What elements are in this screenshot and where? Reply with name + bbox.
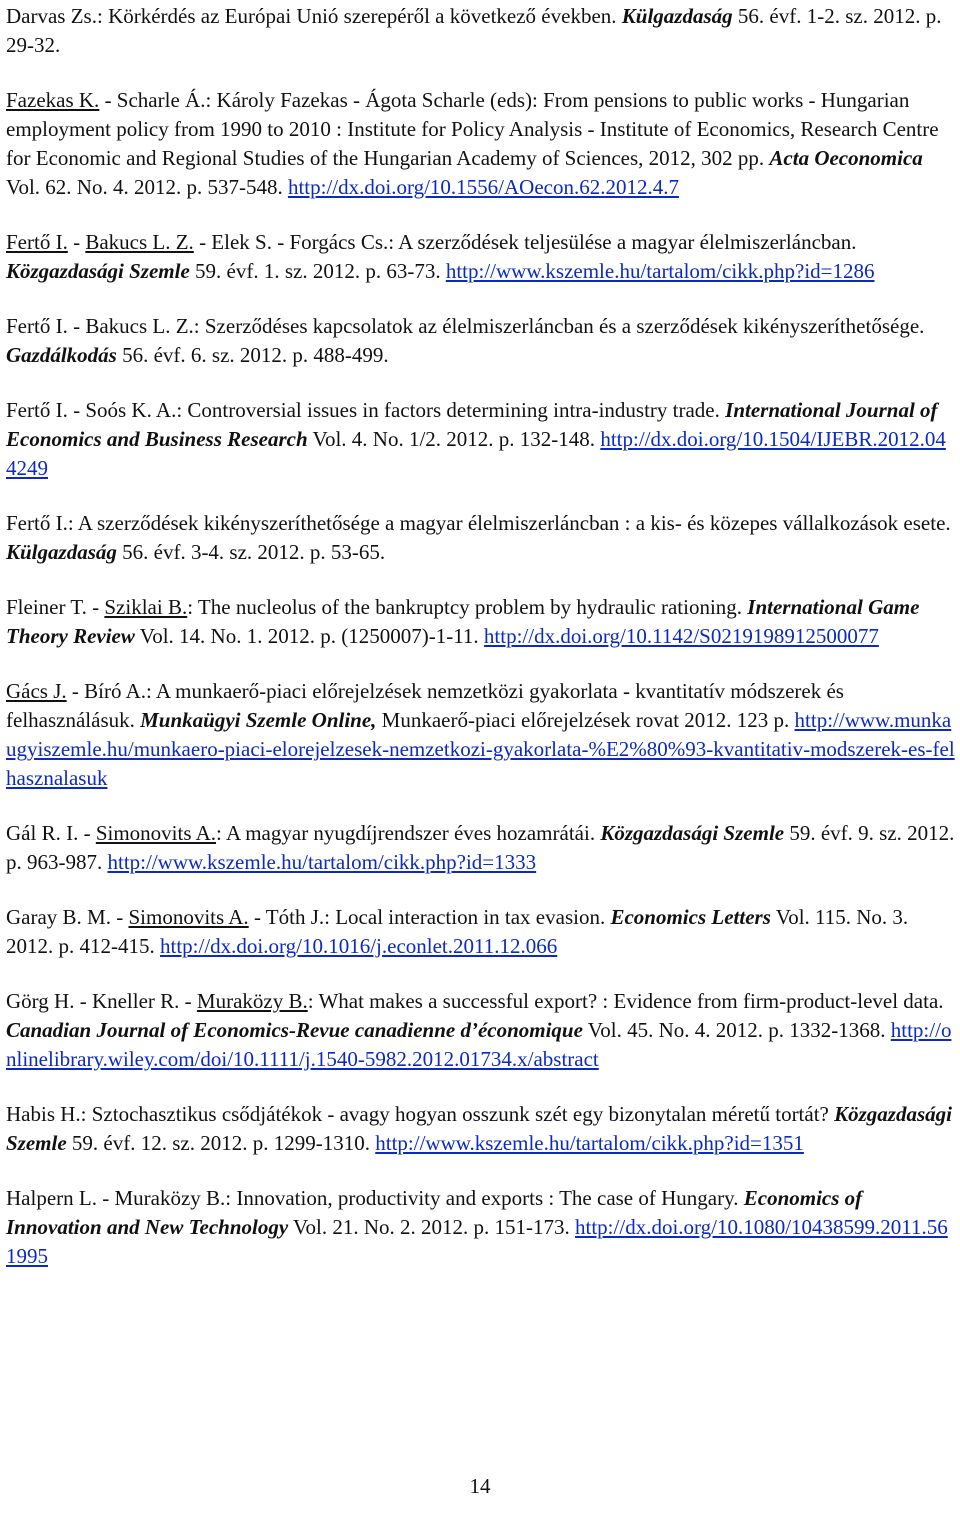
ref-journal: Külgazdaság bbox=[621, 4, 733, 28]
author-link[interactable]: Simonovits A. bbox=[128, 905, 249, 929]
ref-journal: Közgazdasági Szemle bbox=[600, 821, 785, 845]
ref-authors: Fertő I. - Soós K. A. bbox=[6, 398, 177, 422]
reference-entry: Fertő I.: A szerződések kikényszeríthetősége a magyar élelmiszerláncban : a kis- és közepes vállalkozások esete. Külgazdaság 56. évf. 3-4. sz. 2012. p. 53-65. bbox=[6, 511, 951, 564]
ref-authors: Habis H. bbox=[6, 1102, 81, 1126]
reference-entry: Garay B. M. - Simonovits A. - Tóth J.: Local interaction in tax evasion. Economics Letters Vol. 115. No. 3. 2012. p. 412-415. http://dx.doi.org/10.1016/j.econlet.2011.12.066 bbox=[6, 905, 909, 958]
ref-journal: Közgazdasági Szemle bbox=[6, 1102, 952, 1155]
author-link[interactable]: Fertő I. bbox=[6, 230, 68, 254]
doi-link[interactable]: http://dx.doi.org/10.1142/S0219198912500077 bbox=[483, 624, 879, 648]
article-link[interactable]: http://www.kszemle.hu/tartalom/cikk.php?id=1286 bbox=[445, 259, 875, 283]
page-number: 14 bbox=[469, 1474, 491, 1498]
reference-entry: Habis H.: Sztochasztikus csődjátékok - avagy hogyan osszunk szét egy bizonytalan méretű tortát? Közgazdasági Szemle 59. évf. 12. sz. 2012. p. 1299-1310. http://www.kszemle.hu/tartalom/cikk.php?id=1351 bbox=[6, 1102, 952, 1155]
doi-link[interactable]: http://dx.doi.org/10.1016/j.econlet.2011.12.066 bbox=[160, 934, 558, 958]
doi-link[interactable]: http://dx.doi.org/10.1556/AOecon.62.2012.4.7 bbox=[287, 175, 679, 199]
ref-authors: Fertő I. bbox=[6, 511, 68, 535]
reference-entry: Görg H. - Kneller R. - Muraközy B.: What makes a successful export? : Evidence from firm-product-level data. Canadian Journal of Economics-Revue canadienne d’économique Vol. 45. No. 4. 2012. p. 1332-1368. http://onlinelibrary.wiley.com/doi/10.1111/j.1540-5982.2012.01734.x/abstract bbox=[6, 989, 952, 1071]
reference-entry: Gács J. - Bíró A.: A munkaerő-piaci előrejelzések nemzetközi gyakorlata - kvantitatív módszerek és felhasználásuk. Munkaügyi Szemle Online, Munkaerő-piaci előrejelzések rovat 2012. 123 p. http://www.munkaugyiszemle.hu/munkaero-piaci-elorejelzesek-nemzetkozi-gyakorlata-%E2%80%93-kvantitativ-modszerek-es-felhasznalasuk bbox=[6, 679, 955, 790]
author-link[interactable]: Muraközy B. bbox=[196, 989, 308, 1013]
article-link[interactable]: http://www.kszemle.hu/tartalom/cikk.php?id=1351 bbox=[375, 1131, 804, 1155]
ref-journal: International Journal of Economics and Business Research bbox=[6, 398, 938, 451]
article-link[interactable]: http://www.munkaugyiszemle.hu/munkaero-piaci-elorejelzesek-nemzetkozi-gyakorlata-%E2%80%93-kvantitativ-modszerek-es-felhasznalasuk bbox=[6, 708, 955, 790]
ref-authors: Darvas Zs. bbox=[6, 4, 97, 28]
ref-journal: Economics of Innovation and New Technology bbox=[6, 1186, 863, 1239]
reference-entry: Darvas Zs.: Körkérdés az Európai Unió szerepéről a következő években. Külgazdaság 56. évf. 1-2. sz. 2012. p. 29-32. bbox=[6, 4, 942, 57]
reference-entry: Fertő I. - Soós K. A.: Controversial issues in factors determining intra-industry trade. International Journal of Economics and Business Research Vol. 4. No. 1/2. 2012. p. 132-148. http://dx.doi.org/10.1504/IJEBR.2012.044249 bbox=[6, 398, 946, 480]
ref-journal: International Game Theory Review bbox=[6, 595, 920, 648]
doi-link[interactable]: http://dx.doi.org/10.1080/10438599.2011.561995 bbox=[6, 1215, 948, 1268]
ref-journal: Economics Letters bbox=[610, 905, 771, 929]
author-link[interactable]: Fazekas K. bbox=[6, 88, 100, 112]
reference-entry: Fleiner T. - Sziklai B.: The nucleolus of the bankruptcy problem by hydraulic rationing. International Game Theory Review Vol. 14. No. 1. 2012. p. (1250007)-1-11. http://dx.doi.org/10.1142/S0219198912500077 bbox=[6, 595, 920, 648]
author-link[interactable]: Simonovits A. bbox=[95, 821, 217, 845]
article-link[interactable]: http://www.kszemle.hu/tartalom/cikk.php?id=1333 bbox=[107, 850, 537, 874]
author-link[interactable]: Sziklai B. bbox=[104, 595, 188, 619]
ref-journal: Munkaügyi Szemle Online, bbox=[140, 708, 377, 732]
ref-journal: Gazdálkodás bbox=[6, 343, 117, 367]
article-link[interactable]: http://onlinelibrary.wiley.com/doi/10.1111/j.1540-5982.2012.01734.x/abstract bbox=[6, 1018, 952, 1071]
ref-authors: Fertő I. - Bakucs L. Z. bbox=[6, 314, 194, 338]
reference-entry: Fazekas K. - Scharle Á.: Károly Fazekas - Ágota Scharle (eds): From pensions to public works - Hungarian employment policy from 1990 to 2010 : Institute for Policy Analysis - Institute of Economics, Research Centre for Economic and Regional Studies of the Hungarian Academy of Sciences, 2012, 302 pp. Acta Oeconomica Vol. 62. No. 4. 2012. p. 537-548. http://dx.doi.org/10.1556/AOecon.62.2012.4.7 bbox=[6, 88, 939, 199]
author-link[interactable]: Gács J. bbox=[6, 679, 67, 703]
ref-journal: Közgazdasági Szemle bbox=[6, 259, 190, 283]
reference-entry: Gál R. I. - Simonovits A.: A magyar nyugdíjrendszer éves hozamrátái. Közgazdasági Szemle 59. évf. 9. sz. 2012. p. 963-987. http://www.kszemle.hu/tartalom/cikk.php?id=1333 bbox=[6, 821, 955, 874]
ref-journal: Külgazdaság bbox=[6, 540, 117, 564]
reference-list bbox=[6, 0, 956, 1271]
ref-journal: Acta Oeconomica bbox=[769, 146, 923, 170]
ref-journal: Canadian Journal of Economics-Revue canadienne d’économique bbox=[6, 1018, 583, 1042]
reference-entry: Halpern L. - Muraközy B.: Innovation, productivity and exports : The case of Hungary. Economics of Innovation and New Technology Vol. 21. No. 2. 2012. p. 151-173. http://dx.doi.org/10.1080/10438599.2011.561995 bbox=[6, 1186, 948, 1268]
author-link[interactable]: Bakucs L. Z. bbox=[85, 230, 194, 254]
reference-entry: Fertő I. - Bakucs L. Z. - Elek S. - Forgács Cs.: A szerződések teljesülése a magyar élelmiszerláncban. Közgazdasági Szemle 59. évf. 1. sz. 2012. p. 63-73. http://www.kszemle.hu/tartalom/cikk.php?id=1286 bbox=[6, 230, 875, 283]
ref-authors: Halpern L. - Muraközy B. bbox=[6, 1186, 226, 1210]
doi-link[interactable]: http://dx.doi.org/10.1504/IJEBR.2012.044249 bbox=[6, 427, 946, 480]
reference-entry: Fertő I. - Bakucs L. Z.: Szerződéses kapcsolatok az élelmiszerláncban és a szerződések kikényszeríthetősége. Gazdálkodás 56. évf. 6. sz. 2012. p. 488-499. bbox=[6, 314, 925, 367]
